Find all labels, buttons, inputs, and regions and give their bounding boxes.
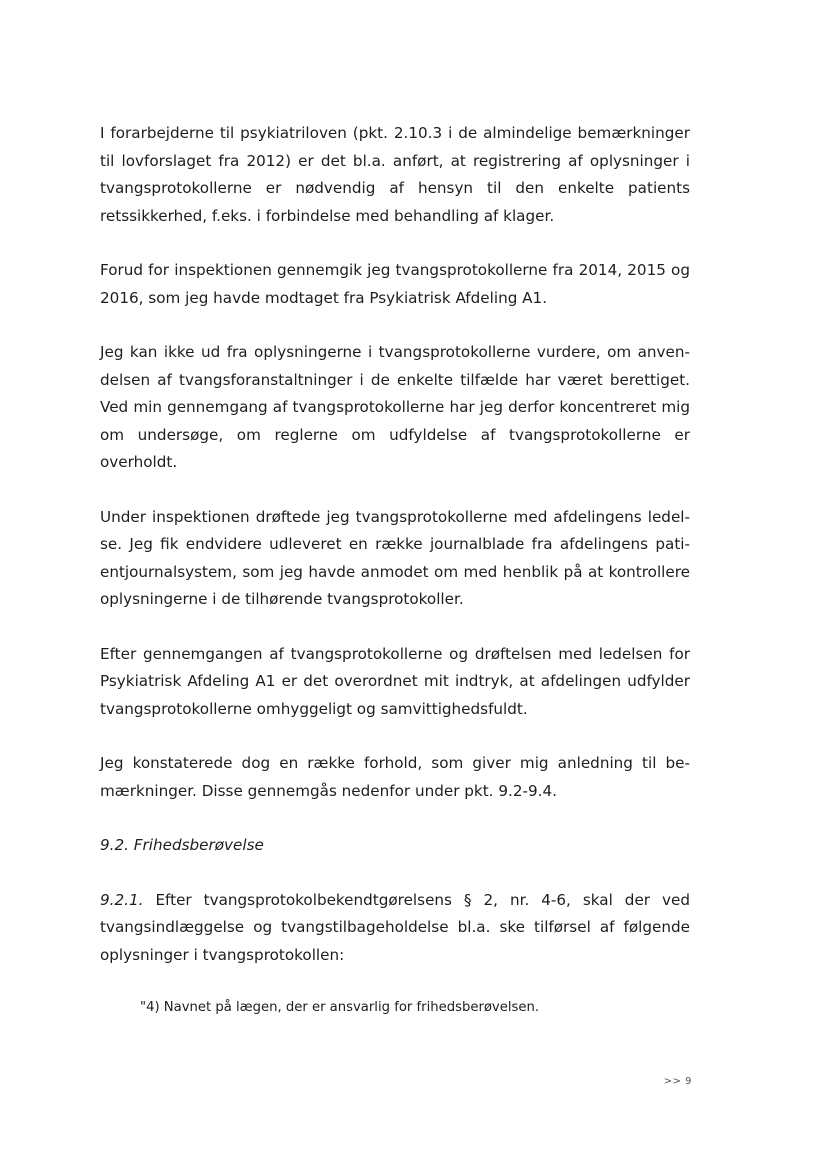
paragraph-1: I forarbejderne til psykiatriloven (pkt. 2.10.3 i de almindelige bemærkninger til lovforslaget fra 2012) er det bl.a. anført, at registrering af oplysninger i tvangsprotokollerne er nødvendig af hensyn til den enkelte patients retssikkerhed, f.eks. i forbindelse med behandling af klager.	[100, 124, 690, 225]
quote-item-4: "4) Navnet på lægen, der er ansvarlig for frihedsberøvelsen.	[140, 1000, 540, 1015]
subsection-paragraph	[100, 887, 690, 970]
paragraph-5: Efter gennemgangen af tvangsprotokollerne og drøftelsen med ledelsen for Psykiatrisk Afdeling A1 er det overordnet mit indtryk, at afdelingen udfylder tvangsprotokollerne omhyggeligt og samvittighedsfuldt.	[100, 644, 690, 718]
paragraph-4: Under inspektionen drøftede jeg tvangsprotokollerne med afdelingens ledelse. Jeg fik endvidere udleveret en række journalblade fra afdelingens patientjournalsystem, som jeg havde anmodet om med henblik på at kontrollere oplysningerne i de tilhørende tvangsprotokoller.	[100, 507, 690, 608]
subsection-text: Efter tvangsprotokolbekendtgørelsens § 2, nr. 4-6, skal der ved tvangsindlæggelse og tvangstilbageholdelse bl.a. ske tilførsel af følgende oplysninger i tvangsprotokollen:	[100, 890, 690, 964]
paragraph-2: Forud for inspektionen gennemgik jeg tvangsprotokollerne fra 2014, 2015 og 2016, som jeg havde modtaget fra Psykiatrisk Afdeling A1.	[100, 261, 690, 307]
paragraph-6: Jeg konstaterede dog en række forhold, som giver mig anledning til bemærkninger. Disse gennemgås nedenfor under pkt. 9.2-9.4.	[100, 754, 690, 800]
subsection-number: 9.2.1.	[100, 890, 144, 909]
page-number: >> 9	[663, 1076, 692, 1087]
document-body	[100, 120, 690, 1020]
paragraph-3: Jeg kan ikke ud fra oplysningerne i tvangsprotokollerne vurdere, om anvendelsen af tvangsforanstaltninger i de enkelte tilfælde har været berettiget. Ved min gennemgang af tvangsprotokollerne har jeg derfor koncentreret mig om undersøge, om reglerne om udfyldelse af tvangsprotokollerne er overholdt.	[100, 343, 690, 471]
section-heading: 9.2. Frihedsberøvelse	[100, 836, 264, 854]
